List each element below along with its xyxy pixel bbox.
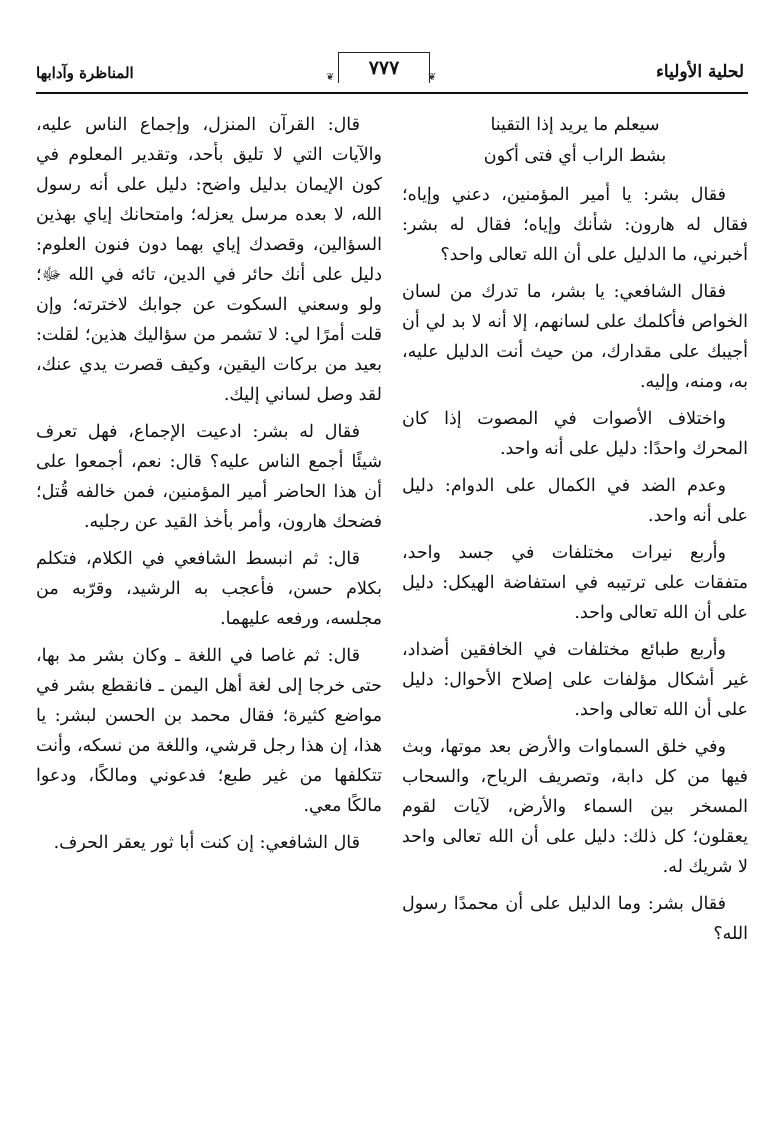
poem-verse: سيعلم ما يريد إذا التقينا — [490, 115, 660, 135]
paragraph: قال الشافعي: إن كنت أبا ثور يعقر الحرف. — [53, 833, 360, 853]
paragraph: وأربع نيرات مختلفات في جسد واحد، متفقات على ترتيبه في استفاضة الهيكل: دليل على أن الله تعالى واحد. — [402, 543, 748, 623]
paragraph: قال: القرآن المنزل، وإجماع الناس عليه، والآيات التي لا تليق بأحد، وتقدير المعلوم في كون الإيمان بدليل واضح: دليل على أنه رسول الله، لا بعده مرسل يعزله؛ وامتحانك إياي بهذين السؤالين، وقصدك إياي بهما دون فنون العلوم: دليل على أنك حائر في الدين، تائه في الله ﷻ؛ ولو وسعني السكوت عن جوابك لاخترته؛ وإن قلت أمرًا لي: لا تشمر من سؤاليك هذين؛ لقلت: بعيد من بركات اليقين، وكيف قصرت يدي عنك، لقد وصل لساني إليك. — [36, 115, 382, 405]
book-title: لحلية الأولياء — [655, 62, 744, 82]
ornament-icon: ❦ — [428, 72, 437, 83]
section-title: المناظرة وآدابها — [36, 64, 134, 82]
header-rule — [36, 92, 748, 94]
paragraph: قال: ثم غاصا في اللغة ـ وكان بشر مد بها، حتى خرجا إلى لغة أهل اليمن ـ فانقطع بشر في مواضع كثيرة؛ فقال محمد بن الحسن لبشر: يا هذا، إن هذا رجل قرشي، واللغة من نسكه، وأنت تتكلفها من غير طبع؛ فدعوني ومالكًا، ودعوا مالكًا معي. — [36, 646, 382, 816]
paragraph: وفي خلق السماوات والأرض بعد موتها، وبث فيها من كل دابة، وتصريف الرياح، والسحاب المسخر بين السماء والأرض، لآيات لقوم يعقلون؛ كل ذلك: دليل على أن الله تعالى واحد لا شريك له. — [402, 737, 748, 877]
paragraph: قال: ثم انبسط الشافعي في الكلام، فتكلم بكلام حسن، فأعجب به الرشيد، وقرّبه من مجلسه، ورفعه عليهما. — [36, 549, 382, 629]
page-number: ٧٧٧ — [338, 52, 430, 83]
poem-verse: بشط الراب أي فتى أكون — [483, 146, 667, 166]
paragraph: وأربع طبائع مختلفات في الخافقين أضداد، غير أشكال مؤلفات على إصلاح الأحوال: دليل على أن الله تعالى واحد. — [402, 640, 748, 720]
page-header — [36, 52, 748, 92]
paragraph: وعدم الضد في الكمال على الدوام: دليل على أنه واحد. — [402, 476, 748, 526]
paragraph: فقال بشر: يا أمير المؤمنين، دعني وإياه؛ فقال له هارون: شأنك وإياه؛ فقال له بشر: أخبرني، ما الدليل على أن الله تعالى واحد؟ — [402, 185, 748, 265]
paragraph: فقال له بشر: ادعيت الإجماع، فهل تعرف شيئًا أجمع الناس عليه؟ قال: نعم، أجمعوا على أن هذا الحاضر أمير المؤمنين، فمن خالفه قُتل؛ فضحك هارون، وأمر بأخذ القيد عن رجليه. — [36, 422, 382, 532]
left-column — [36, 110, 382, 1100]
right-column — [402, 110, 748, 1100]
poem — [402, 110, 748, 172]
paragraph: واختلاف الأصوات في المصوت إذا كان المحرك واحدًا: دليل على أنه واحد. — [402, 409, 748, 459]
paragraph: فقال بشر: وما الدليل على أن محمدًا رسول الله؟ — [402, 894, 748, 944]
paragraph: فقال الشافعي: يا بشر، ما تدرك من لسان الخواص فأكلمك على لسانهم، إلا أنه لا بد لي أن أجيبك على مقدارك، من حيث أنت الدليل عليه، به، ومنه، وإليه. — [402, 282, 748, 392]
ornament-icon: ❦ — [326, 72, 335, 83]
